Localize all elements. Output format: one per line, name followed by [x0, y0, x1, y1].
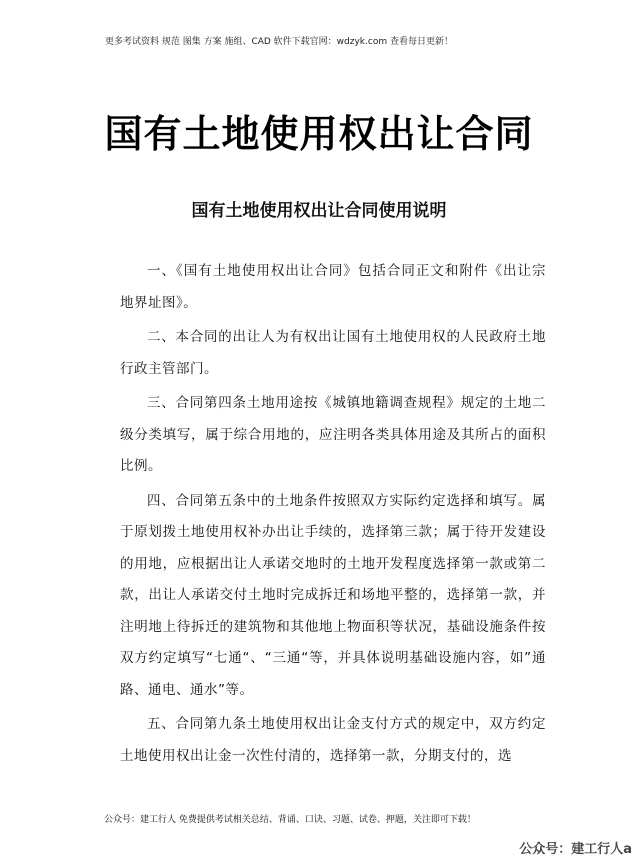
header-note: 更多考试资料 规范 图集 方案 施组、CAD 软件下载官网：wdzyk.com 查看每日更新！ — [105, 37, 453, 47]
document-body — [120, 256, 546, 775]
document-subtitle: 国有土地使用权出让合同使用说明 — [191, 201, 447, 221]
paragraph-2: 二、本合同的出让人为有权出让国有土地使用权的人民政府土地行政主管部门。 — [120, 329, 546, 377]
paragraph-5: 五、合同第九条土地使用权出让金支付方式的规定中，双方约定土地使用权出让金一次性付清的，选择第一款，分期支付的，选 — [120, 716, 546, 764]
document-title: 国有土地使用权出让合同 — [104, 111, 534, 156]
paragraph-1: 一、《国有土地使用权出让合同》包括合同正文和附件《出让宗地界址图》。 — [120, 263, 546, 311]
paragraph-3: 三、合同第四条土地用途按《城镇地籍调查规程》规定的土地二级分类填写，属于综合用地的，应注明各类具体用途及其所占的面积比例。 — [120, 395, 546, 474]
footer-note: 公众号：建工行人 免费提供考试相关总结、背诵、口诀、习题、试卷、押题，关注即可下载！ — [104, 815, 476, 825]
watermark-text: 公众号：建工行人a — [519, 842, 632, 857]
paragraph-4: 四、合同第五条中的土地条件按照双方实际约定选择和填写。属于原划拨土地使用权补办出让手续的，选择第三款；属于待开发建设的用地，应根据出让人承诺交地时的土地开发程度选择第一款或第二款，出让人承诺交付土地时完成拆迁和场地平整的，选择第一款，并注明地上待拆迁的建筑物和其他地上物面积等状况，基础设施条件按双方约定填写“七通“、“三通“等，并具体说明基础设施内容，如”通路、通电、通水”等。 — [120, 492, 546, 698]
